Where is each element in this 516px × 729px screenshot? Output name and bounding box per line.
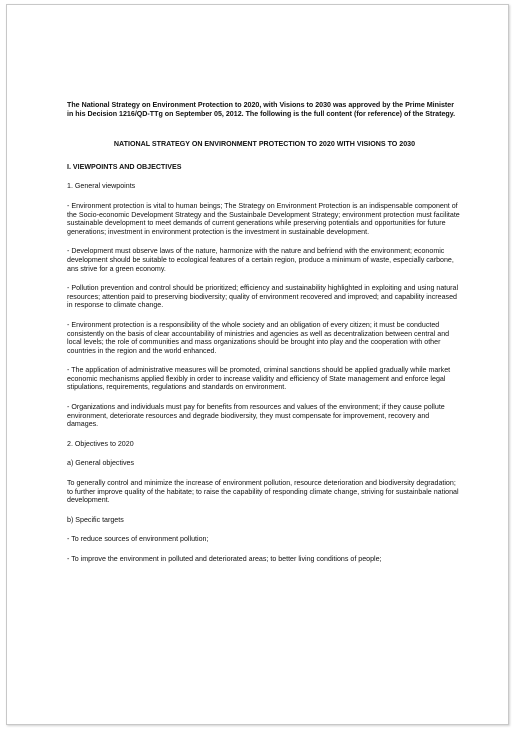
document-title: NATIONAL STRATEGY ON ENVIRONMENT PROTECTION TO 2020 WITH VISIONS TO 2030: [113, 140, 416, 149]
viewpoint-paragraph: - Environment protection is vital to human beings; The Strategy on Environment Protection is an indispensable component of the Socio-economic Development Strategy and the Sustainbale Development Strategy; environment protection must facilitate sustainable development to meet demands of current generations while preserving potentials and opportunities for future generations; investment in environment protection is the investment in sustainable development.: [67, 201, 460, 236]
document-page: [6, 4, 509, 725]
viewpoint-paragraph: - Environment protection is a responsibility of the whole society and an obligation of every citizen; it must be conducted consistently on the basis of clear accountability of ministries and agencies as well as decentralization between central and local levels; the role of communities and mass organizations should be brought into play and the cooperation with other countries in the region and the world enhanced.: [67, 320, 450, 355]
target-item: - To improve the environment in polluted and deteriorated areas; to better living conditions of people;: [67, 555, 382, 563]
intro-paragraph: The National Strategy on Environment Protection to 2020, with Visions to 2030 was approved by the Prime Minister in his Decision 1216/QD-TTg on September 05, 2012. The following is the full content (for reference) of the Strategy.: [67, 101, 456, 118]
viewpoint-paragraph: - The application of administrative measures will be promoted, criminal sanctions should be applied gradually while market economic mechanisms applied flexibly in order to increase validity and efficiency of State management and enforce legal stipulations, requirements, regulations and standards on environment.: [67, 366, 451, 392]
viewpoint-paragraph: - Pollution prevention and control should be prioritized; efficiency and sustainability highlighted in exploiting and using natural resources; attention paid to preserving biodiversity; quality of environment recovered and improved; and capability increased in response to climate change.: [67, 284, 459, 310]
subheading-general-objectives: a) General objectives: [67, 459, 135, 468]
subheading-specific-targets: b) Specific targets: [67, 515, 124, 524]
general-objectives-paragraph: To generally control and minimize the increase of environment pollution, resource deterioration and biodiversity degradation; to further improve quality of the habitate; to raise the capability of responding climate change, striving for sustainbale national development.: [67, 479, 459, 505]
viewpoint-paragraph: - Organizations and individuals must pay for benefits from resources and values of the environment; if they cause pollute environment, deteriorate resources and degrade biodiversity, they must compensate for improvement, recovery and damages.: [67, 403, 445, 429]
document-body: [67, 101, 462, 575]
viewpoint-paragraph: - Development must observe laws of the nature, harmonize with the nature and befriend with the environment; economic development should be suitable to ecological features of a certain region, produce a minimum of waste, especially carbone, ans strive for a green economy.: [67, 247, 454, 273]
section-heading: I. VIEWPOINTS AND OBJECTIVES: [67, 162, 182, 171]
target-item: - To reduce sources of environment pollution;: [67, 535, 209, 544]
subheading-objectives: 2. Objectives to 2020: [67, 439, 134, 448]
subheading-general-viewpoints: 1. General viewpoints: [67, 182, 136, 191]
